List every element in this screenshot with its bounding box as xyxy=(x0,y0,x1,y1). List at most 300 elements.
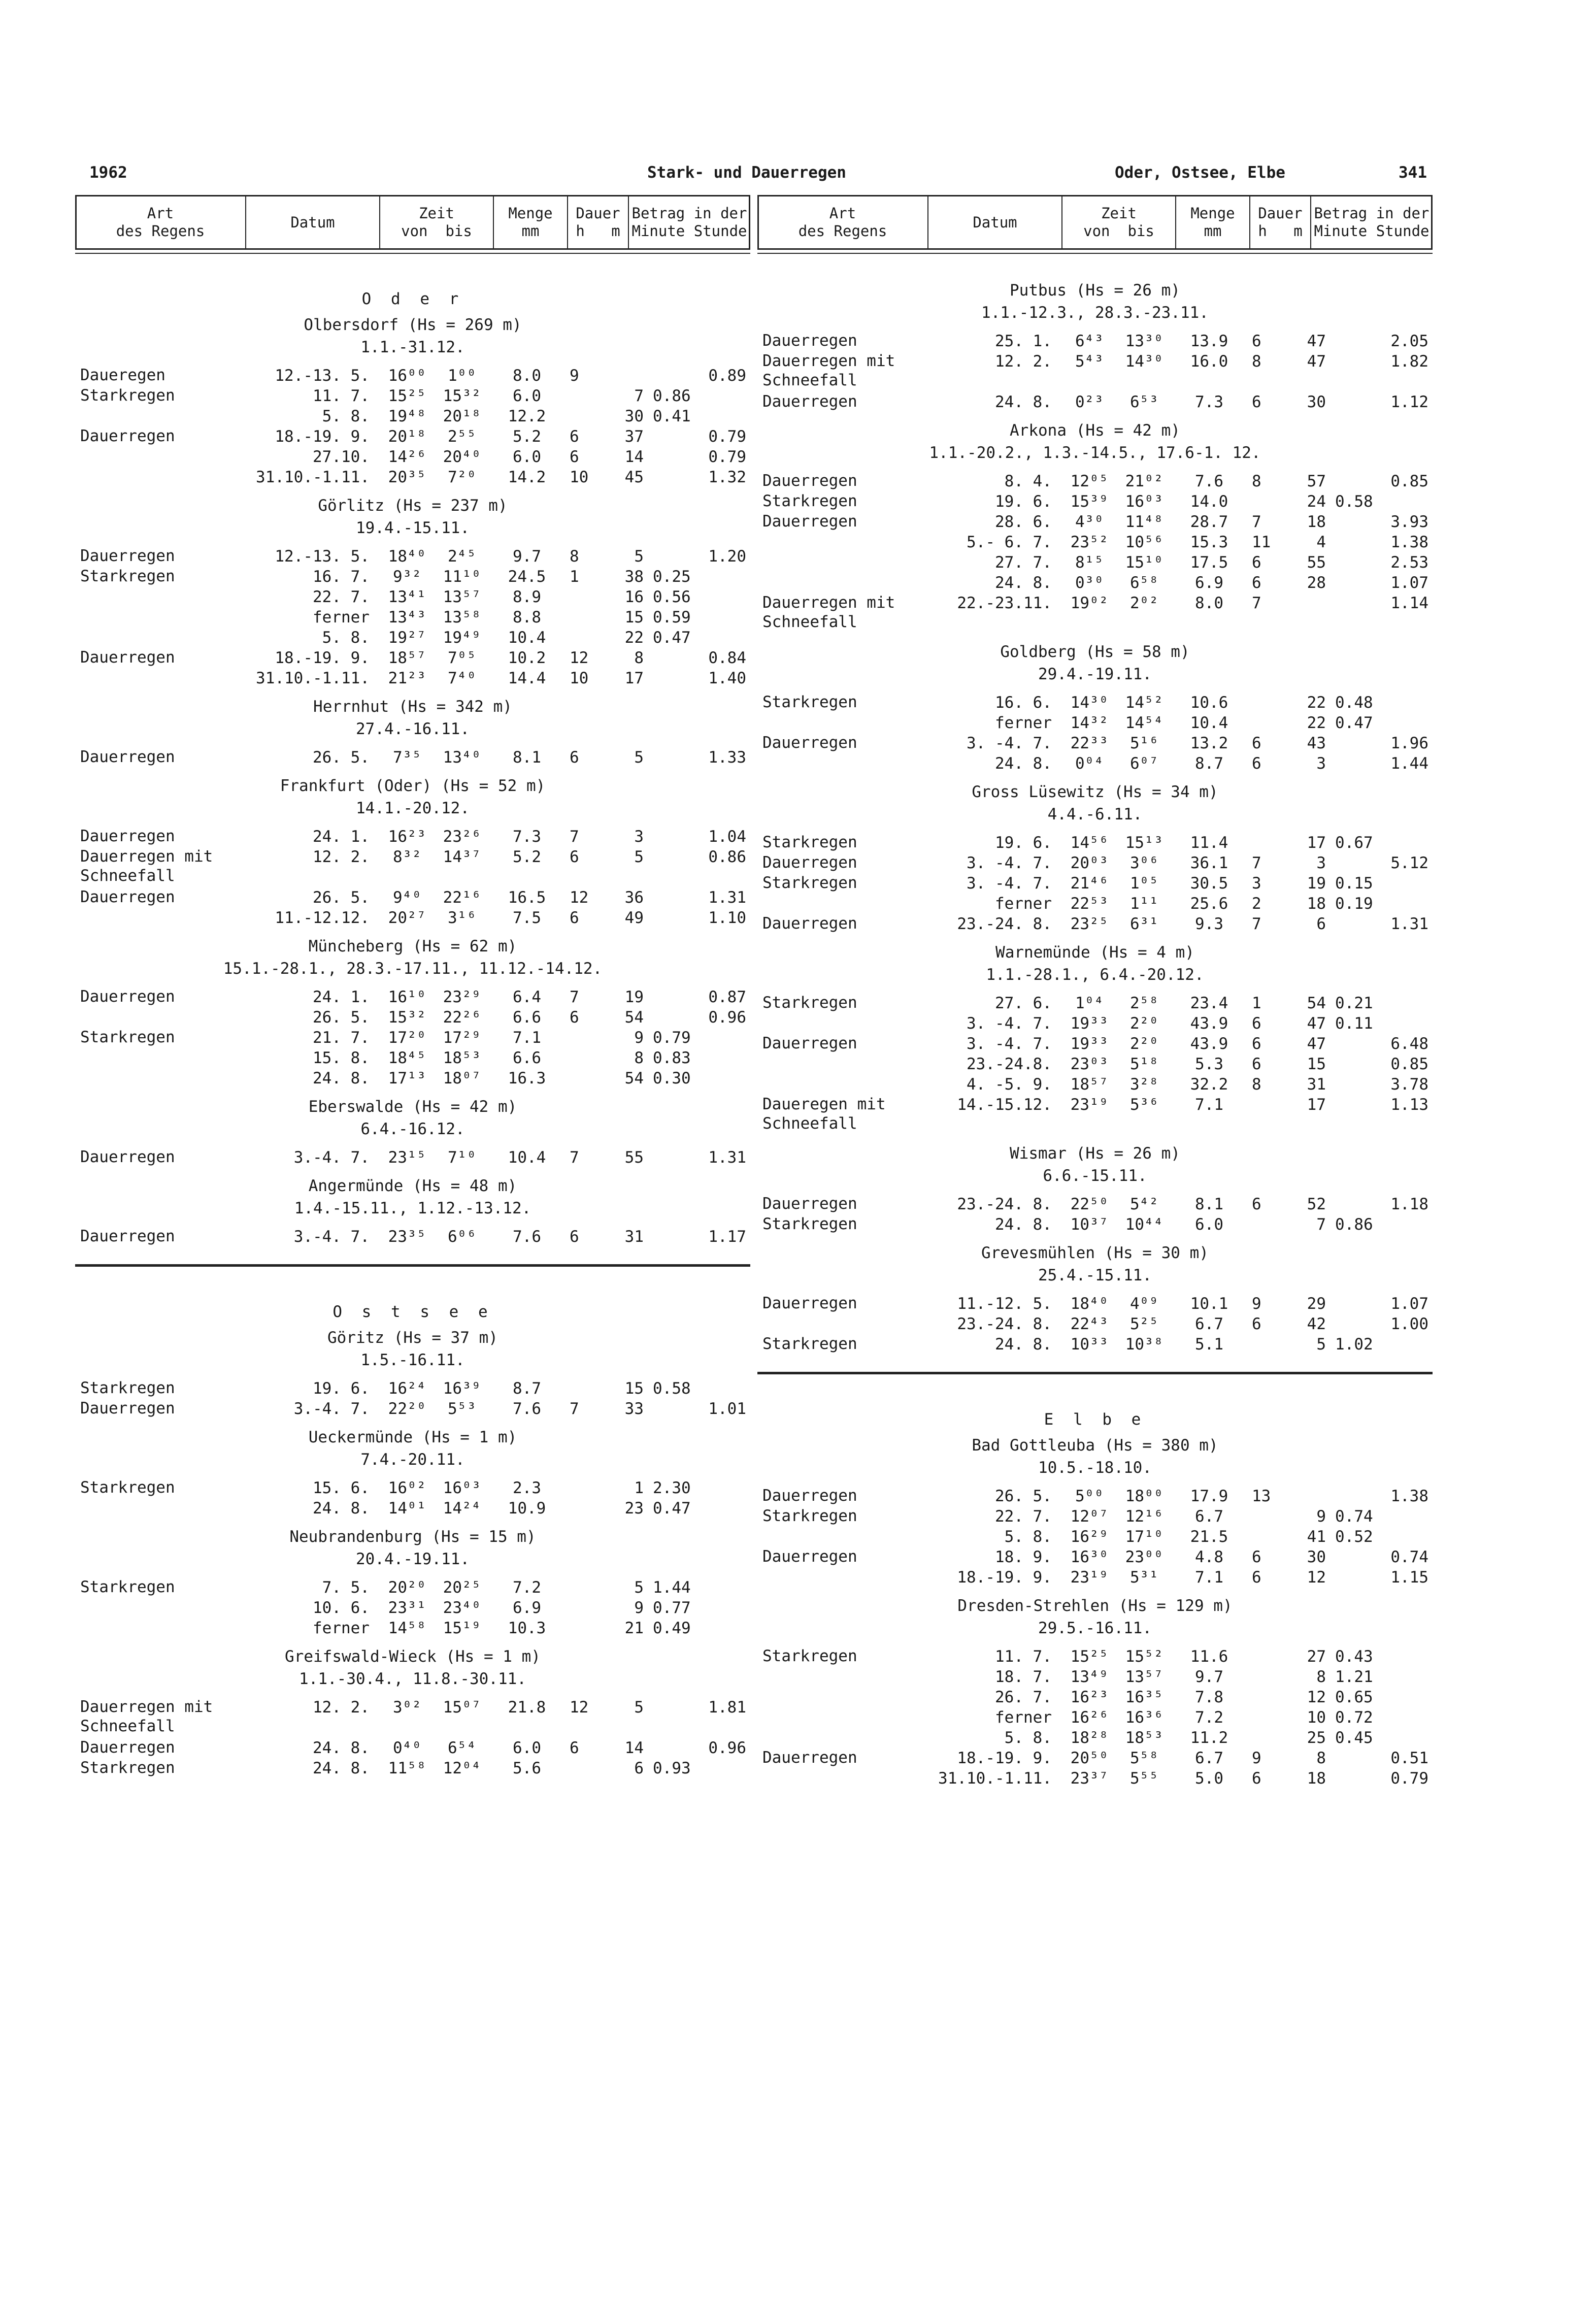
time-to: 5⁵⁸ xyxy=(1130,1749,1158,1767)
time-from: 15³² xyxy=(388,1008,426,1027)
time-from: 14³⁰ xyxy=(1070,694,1109,712)
amount-mm: 32.2 xyxy=(1190,1075,1228,1094)
rate-per-hour: 0.86 xyxy=(708,848,746,866)
duration-minutes: 18 xyxy=(1307,895,1326,913)
amount-mm: 7.3 xyxy=(513,828,541,846)
date-cell: 24. 1. xyxy=(313,988,370,1006)
rate-per-hour: 0.89 xyxy=(708,367,746,385)
duration-hours: 6 xyxy=(1252,332,1261,350)
station-rows xyxy=(757,1194,1433,1235)
duration-minutes: 24 xyxy=(1307,492,1326,511)
amount-mm: 6.9 xyxy=(513,1599,541,1617)
date-cell: 18.-19. 9. xyxy=(275,427,370,446)
station-name: Frankfurt (Oder) (Hs = 52 m) xyxy=(280,777,546,795)
duration-minutes: 3 xyxy=(1316,754,1326,773)
duration-hours: 6 xyxy=(1252,574,1261,592)
duration-minutes: 18 xyxy=(1307,1769,1326,1788)
duration-hours: 6 xyxy=(570,1008,579,1027)
date-cell: 24. 8. xyxy=(995,1335,1052,1354)
rate-per-minute: 0.43 xyxy=(1335,1647,1373,1666)
duration-minutes: 55 xyxy=(1307,553,1326,572)
rain-type: Starkregen xyxy=(762,492,857,510)
rate-per-minute: 0.93 xyxy=(653,1759,691,1777)
rain-type: Starkregen xyxy=(80,567,175,585)
duration-hours: 8 xyxy=(570,547,579,566)
rain-type: Starkregen xyxy=(762,1507,857,1525)
duration-hours: 6 xyxy=(1252,1055,1261,1073)
table-row xyxy=(75,1738,750,1758)
station-rows xyxy=(75,827,750,928)
time-from: 8³² xyxy=(393,848,421,866)
station-period: 29.5.-16.11. xyxy=(1038,1619,1152,1637)
time-from: 20²⁰ xyxy=(388,1578,426,1597)
amount-mm: 5.0 xyxy=(1195,1769,1223,1788)
table-row xyxy=(75,1227,750,1247)
rate-per-hour: 1.14 xyxy=(1390,594,1428,612)
date-cell: 31.10.-1.11. xyxy=(256,669,370,687)
duration-hours: 11 xyxy=(1252,533,1271,551)
station-period: 1.1.-30.4., 11.8.-30.11. xyxy=(299,1670,526,1688)
date-cell: 3.-4. 7. xyxy=(293,1400,370,1418)
duration-hours: 6 xyxy=(570,848,579,866)
time-from: 16²³ xyxy=(388,828,426,846)
time-to: 23²⁹ xyxy=(443,988,481,1006)
station-period: 10.5.-18.10. xyxy=(1038,1459,1152,1477)
time-from: 23²⁵ xyxy=(1070,915,1109,933)
duration-hours: 12 xyxy=(570,1698,589,1717)
date-cell: 11. 7. xyxy=(995,1647,1052,1666)
duration-minutes: 54 xyxy=(624,1069,644,1087)
table-row xyxy=(757,1214,1433,1235)
amount-mm: 17.5 xyxy=(1190,553,1228,572)
time-to: 2⁴⁵ xyxy=(448,547,476,566)
station-rows xyxy=(75,1227,750,1247)
time-from: 10³³ xyxy=(1070,1335,1109,1354)
table-row xyxy=(757,1013,1433,1034)
rate-per-hour: 1.04 xyxy=(708,828,746,846)
duration-minutes: 37 xyxy=(624,427,644,446)
amount-mm: 8.1 xyxy=(1195,1195,1223,1213)
station-name: Bad Gottleuba (Hs = 380 m) xyxy=(972,1436,1218,1455)
region-section xyxy=(75,1302,750,1789)
rate-per-hour: 2.53 xyxy=(1390,553,1428,572)
amount-mm: 28.7 xyxy=(1190,513,1228,531)
time-from: 0²³ xyxy=(1075,393,1104,411)
rate-per-hour: 1.15 xyxy=(1390,1568,1428,1587)
station-name: Gross Lüsewitz (Hs = 34 m) xyxy=(972,783,1218,801)
amount-mm: 2.3 xyxy=(513,1479,541,1497)
date-cell: 5. 8. xyxy=(322,629,370,647)
date-cell: 12.-13. 5. xyxy=(275,367,370,385)
time-from: 10³⁷ xyxy=(1070,1215,1109,1234)
date-cell: 24. 1. xyxy=(313,828,370,846)
date-cell: ferner xyxy=(995,714,1052,732)
table-row xyxy=(75,1378,750,1399)
duration-minutes: 3 xyxy=(634,828,644,846)
time-to: 5³¹ xyxy=(1130,1568,1158,1587)
duration-minutes: 16 xyxy=(624,588,644,606)
time-to: 20¹⁸ xyxy=(443,407,481,425)
amount-mm: 11.4 xyxy=(1190,834,1228,852)
date-cell: 3. -4. 7. xyxy=(967,734,1052,752)
rate-per-hour: 1.17 xyxy=(708,1228,746,1246)
rain-type: Starkregen xyxy=(80,386,175,405)
rain-type: Daueregen xyxy=(80,366,165,384)
amount-mm: 7.3 xyxy=(1195,393,1223,411)
date-cell: 28. 6. xyxy=(995,513,1052,531)
time-to: 6⁵⁴ xyxy=(448,1739,476,1757)
date-cell: 14.-15.12. xyxy=(957,1096,1052,1114)
duration-minutes: 18 xyxy=(1307,513,1326,531)
section-divider xyxy=(757,1372,1433,1374)
duration-minutes: 41 xyxy=(1307,1528,1326,1546)
time-to: 2⁰² xyxy=(1130,594,1158,612)
amount-mm: 12.2 xyxy=(508,407,546,425)
rate-per-minute: 0.77 xyxy=(653,1599,691,1617)
station-rows xyxy=(757,1294,1433,1355)
amount-mm: 9.7 xyxy=(513,547,541,566)
amount-mm: 7.1 xyxy=(513,1029,541,1047)
amount-mm: 6.7 xyxy=(1195,1315,1223,1333)
rate-per-minute: 2.30 xyxy=(653,1479,691,1497)
time-to: 3¹⁶ xyxy=(448,909,476,927)
date-cell: 24. 8. xyxy=(313,1759,370,1777)
amount-mm: 24.5 xyxy=(508,568,546,586)
duration-minutes: 4 xyxy=(1316,533,1326,551)
duration-hours: 6 xyxy=(1252,754,1261,773)
table-row xyxy=(75,567,750,587)
time-from: 13⁴¹ xyxy=(388,588,426,606)
date-cell: 23.-24.8. xyxy=(967,1055,1052,1073)
time-from: 0⁰⁴ xyxy=(1075,754,1104,773)
amount-mm: 21.5 xyxy=(1190,1528,1228,1546)
date-cell: 24. 8. xyxy=(995,1215,1052,1234)
time-to: 2⁵⁸ xyxy=(1130,994,1158,1012)
date-cell: 5. 8. xyxy=(1004,1528,1052,1546)
rate-per-minute: 0.11 xyxy=(1335,1014,1373,1033)
rain-type: Dauerregen xyxy=(80,987,175,1006)
time-from: 17¹³ xyxy=(388,1069,426,1087)
rain-type: Dauerregen xyxy=(80,427,175,445)
time-to: 11⁴⁸ xyxy=(1125,513,1163,531)
amount-mm: 5.3 xyxy=(1195,1055,1223,1073)
duration-minutes: 30 xyxy=(1307,1548,1326,1566)
left-column xyxy=(75,195,750,1789)
duration-minutes: 47 xyxy=(1307,332,1326,350)
amount-mm: 10.3 xyxy=(508,1619,546,1637)
date-cell: 12. 2. xyxy=(995,352,1052,371)
duration-minutes: 5 xyxy=(634,848,644,866)
rate-per-minute: 0.56 xyxy=(653,588,691,606)
station-name: Dresden-Strehlen (Hs = 129 m) xyxy=(957,1597,1233,1615)
table-row xyxy=(75,747,750,768)
station-period: 1.5.-16.11. xyxy=(360,1351,465,1369)
time-from: 18⁵⁷ xyxy=(388,649,426,667)
station-name: Wismar (Hs = 26 m) xyxy=(1010,1144,1180,1163)
duration-minutes: 7 xyxy=(634,387,644,405)
rain-type: Dauerregen xyxy=(762,734,857,752)
amount-mm: 8.1 xyxy=(513,748,541,767)
rate-per-hour: 1.38 xyxy=(1390,533,1428,551)
section-divider xyxy=(75,1264,750,1267)
time-to: 10³⁸ xyxy=(1125,1335,1163,1354)
rate-per-hour: 3.78 xyxy=(1390,1075,1428,1094)
table-row xyxy=(757,833,1433,853)
time-from: 21⁴⁶ xyxy=(1070,874,1109,893)
duration-minutes: 22 xyxy=(1307,714,1326,732)
amount-mm: 43.9 xyxy=(1190,1035,1228,1053)
duration-minutes: 17 xyxy=(1307,834,1326,852)
rain-type: Dauerregen xyxy=(762,914,857,933)
rate-per-minute: 0.41 xyxy=(653,407,691,425)
amount-mm: 6.4 xyxy=(513,988,541,1006)
duration-minutes: 5 xyxy=(634,748,644,767)
station-name: Arkona (Hs = 42 m) xyxy=(1010,421,1180,440)
time-from: 12⁰⁵ xyxy=(1070,472,1109,490)
duration-hours: 10 xyxy=(570,669,589,687)
table-row xyxy=(757,1194,1433,1214)
rain-type: Dauerregen xyxy=(762,1294,857,1312)
amount-mm: 23.4 xyxy=(1190,994,1228,1012)
amount-mm: 16.5 xyxy=(508,888,546,907)
amount-mm: 5.2 xyxy=(513,427,541,446)
time-to: 18⁰⁷ xyxy=(443,1069,481,1087)
table-row xyxy=(757,1294,1433,1314)
time-from: 7³⁵ xyxy=(393,748,421,767)
rate-per-minute: 0.52 xyxy=(1335,1528,1373,1546)
duration-minutes: 57 xyxy=(1307,472,1326,490)
rate-per-hour: 1.20 xyxy=(708,547,746,566)
rate-per-hour: 0.85 xyxy=(1390,472,1428,490)
amount-mm: 7.2 xyxy=(513,1578,541,1597)
date-cell: 22.-23.11. xyxy=(957,594,1052,612)
rain-type: Dauerregen xyxy=(80,748,175,766)
time-from: 16³⁰ xyxy=(1070,1548,1109,1566)
duration-minutes: 19 xyxy=(624,988,644,1006)
table-row xyxy=(757,1486,1433,1506)
time-from: 23⁵² xyxy=(1070,533,1109,551)
rain-type: Starkregen xyxy=(80,1759,175,1777)
duration-hours: 12 xyxy=(570,888,589,907)
time-from: 16⁰⁰ xyxy=(388,367,426,385)
date-cell: 3.-4. 7. xyxy=(293,1228,370,1246)
table-row xyxy=(757,894,1433,914)
table-row xyxy=(75,668,750,688)
station-name: Herrnhut (Hs = 342 m) xyxy=(313,698,512,716)
station-period: 19.4.-15.11. xyxy=(356,519,470,537)
duration-minutes: 25 xyxy=(1307,1729,1326,1747)
rain-type: Dauerregen xyxy=(80,1148,175,1166)
rain-type: Starkregen xyxy=(762,1647,857,1665)
date-cell: 11.-12. 5. xyxy=(957,1295,1052,1313)
time-to: 5¹⁶ xyxy=(1130,734,1158,752)
table-row xyxy=(757,1054,1433,1074)
table-row xyxy=(757,873,1433,894)
duration-hours: 3 xyxy=(1252,874,1261,893)
duration-hours: 6 xyxy=(1252,1568,1261,1587)
date-cell: 3.-4. 7. xyxy=(293,1148,370,1167)
table-row xyxy=(757,853,1433,873)
time-from: 18²⁸ xyxy=(1070,1729,1109,1747)
rate-per-minute: 0.74 xyxy=(1335,1507,1373,1526)
rain-type: Dauerregen mit Schneefall xyxy=(80,847,213,885)
time-to: 18⁵³ xyxy=(1125,1729,1163,1747)
rain-type: Starkregen xyxy=(762,994,857,1012)
amount-mm: 17.9 xyxy=(1190,1487,1228,1505)
rate-per-minute: 0.45 xyxy=(1335,1729,1373,1747)
rate-per-minute: 0.21 xyxy=(1335,994,1373,1012)
time-to: 15³² xyxy=(443,387,481,405)
rate-per-minute: 0.30 xyxy=(653,1069,691,1087)
amount-mm: 9.3 xyxy=(1195,915,1223,933)
rain-type: Starkregen xyxy=(762,1215,857,1233)
station-period: 1.1.-12.3., 28.3.-23.11. xyxy=(981,304,1209,322)
amount-mm: 10.4 xyxy=(508,629,546,647)
time-from: 23³⁵ xyxy=(388,1228,426,1246)
duration-hours: 2 xyxy=(1252,895,1261,913)
rate-per-hour: 1.31 xyxy=(708,1148,746,1167)
time-from: 22³³ xyxy=(1070,734,1109,752)
rate-per-minute: 0.86 xyxy=(653,387,691,405)
duration-hours: 8 xyxy=(1252,352,1261,371)
rate-per-minute: 0.25 xyxy=(653,568,691,586)
time-to: 17¹⁰ xyxy=(1125,1528,1163,1546)
time-to: 22²⁶ xyxy=(443,1008,481,1027)
duration-hours: 6 xyxy=(1252,553,1261,572)
page-year: 1962 xyxy=(89,163,127,182)
rain-type: Dauerregen mit Schneefall xyxy=(762,352,895,389)
date-cell: 23.-24. 8. xyxy=(957,915,1052,933)
station-period: 29.4.-19.11. xyxy=(1038,665,1152,683)
time-to: 12¹⁶ xyxy=(1125,1507,1163,1526)
duration-hours: 6 xyxy=(1252,1315,1261,1333)
rain-type: Daueregen mit Schneefall xyxy=(762,1095,886,1133)
date-cell: 5.- 6. 7. xyxy=(967,533,1052,551)
time-to: 20⁴⁰ xyxy=(443,448,481,466)
station-name: Angermünde (Hs = 48 m) xyxy=(308,1177,517,1195)
amount-mm: 8.9 xyxy=(513,588,541,606)
duration-minutes: 19 xyxy=(1307,874,1326,893)
amount-mm: 14.0 xyxy=(1190,492,1228,511)
time-to: 17²⁹ xyxy=(443,1029,481,1047)
date-cell: 24. 8. xyxy=(995,754,1052,773)
amount-mm: 10.1 xyxy=(1190,1295,1228,1313)
duration-hours: 6 xyxy=(1252,1014,1261,1033)
duration-hours: 6 xyxy=(1252,1035,1261,1053)
rate-per-hour: 1.32 xyxy=(708,468,746,486)
amount-mm: 9.7 xyxy=(1195,1668,1223,1686)
table-row xyxy=(75,1028,750,1048)
amount-mm: 5.1 xyxy=(1195,1335,1223,1354)
duration-minutes: 38 xyxy=(624,568,644,586)
date-cell: 16. 6. xyxy=(995,694,1052,712)
date-cell: 26. 5. xyxy=(995,1487,1052,1505)
date-cell: 8. 4. xyxy=(1004,472,1052,490)
amount-mm: 6.0 xyxy=(1195,1215,1223,1234)
time-from: 16²⁹ xyxy=(1070,1528,1109,1546)
region-section xyxy=(757,1410,1433,1799)
header-art: Art des Regens xyxy=(116,205,205,240)
station-rows xyxy=(75,1697,750,1778)
table-row xyxy=(75,1598,750,1618)
station-rows xyxy=(75,1577,750,1638)
time-from: 0⁴⁰ xyxy=(393,1739,421,1757)
time-to: 14³⁰ xyxy=(1125,352,1163,371)
station-period: 20.4.-19.11. xyxy=(356,1550,470,1568)
duration-minutes: 52 xyxy=(1307,1195,1326,1213)
duration-minutes: 12 xyxy=(1307,1568,1326,1587)
time-to: 14⁵⁴ xyxy=(1125,714,1163,732)
duration-minutes: 15 xyxy=(1307,1055,1326,1073)
rain-type: Starkregen xyxy=(80,1028,175,1046)
date-cell: 22. 7. xyxy=(995,1507,1052,1526)
duration-minutes: 17 xyxy=(1307,1096,1326,1114)
station-name: Putbus (Hs = 26 m) xyxy=(1010,281,1180,300)
time-from: 23¹⁹ xyxy=(1070,1096,1109,1114)
time-to: 18⁵³ xyxy=(443,1049,481,1067)
amount-mm: 7.6 xyxy=(513,1228,541,1246)
time-to: 5⁵³ xyxy=(448,1400,476,1418)
amount-mm: 7.2 xyxy=(1195,1708,1223,1727)
rate-per-minute: 0.19 xyxy=(1335,895,1373,913)
rate-per-hour: 0.79 xyxy=(1390,1769,1428,1788)
rate-per-hour: 0.79 xyxy=(708,427,746,446)
amount-mm: 6.6 xyxy=(513,1049,541,1067)
time-from: 1⁰⁴ xyxy=(1075,994,1104,1012)
right-sections xyxy=(757,254,1433,1799)
duration-hours: 6 xyxy=(570,427,579,446)
time-from: 18⁴⁰ xyxy=(1070,1295,1109,1313)
date-cell: 16. 7. xyxy=(313,568,370,586)
rate-per-minute: 1.21 xyxy=(1335,1668,1373,1686)
amount-mm: 21.8 xyxy=(508,1698,546,1717)
time-from: 5⁴³ xyxy=(1075,352,1104,371)
time-to: 23⁰⁰ xyxy=(1125,1548,1163,1566)
duration-minutes: 47 xyxy=(1307,1035,1326,1053)
station-name: Greifswald-Wieck (Hs = 1 m) xyxy=(285,1647,541,1666)
amount-mm: 7.1 xyxy=(1195,1096,1223,1114)
table-row xyxy=(75,908,750,928)
time-to: 7⁴⁰ xyxy=(448,669,476,687)
amount-mm: 8.0 xyxy=(513,367,541,385)
date-cell: 3. -4. 7. xyxy=(967,1035,1052,1053)
rain-type: Starkregen xyxy=(762,874,857,892)
date-cell: 11. 7. xyxy=(313,387,370,405)
time-from: 5⁰⁰ xyxy=(1075,1487,1104,1505)
station-period: 1.4.-15.11., 1.12.-13.12. xyxy=(294,1199,531,1217)
time-from: 19³³ xyxy=(1070,1014,1109,1033)
station-period: 1.1.-31.12. xyxy=(360,338,465,356)
time-to: 16³⁵ xyxy=(1125,1688,1163,1706)
station-rows xyxy=(75,1378,750,1419)
time-from: 19⁴⁸ xyxy=(388,407,426,425)
time-to: 5¹⁸ xyxy=(1130,1055,1158,1073)
time-from: 11⁵⁸ xyxy=(388,1759,426,1777)
time-from: 14⁵⁶ xyxy=(1070,834,1109,852)
time-to: 1⁰⁰ xyxy=(448,367,476,385)
duration-hours: 6 xyxy=(1252,734,1261,752)
amount-mm: 11.2 xyxy=(1190,1729,1228,1747)
station-period: 27.4.-16.11. xyxy=(356,720,470,738)
rate-per-minute: 1.44 xyxy=(653,1578,691,1597)
station-period: 1.1.-20.2., 1.3.-14.5., 17.6-1. 12. xyxy=(929,444,1261,462)
rain-type: Starkregen xyxy=(762,1335,857,1353)
rain-type: Dauerregen xyxy=(762,1749,857,1767)
page-number: 341 xyxy=(1399,163,1427,182)
duration-hours: 7 xyxy=(570,988,579,1006)
rate-per-minute: 0.59 xyxy=(653,608,691,627)
table-row xyxy=(75,1758,750,1778)
